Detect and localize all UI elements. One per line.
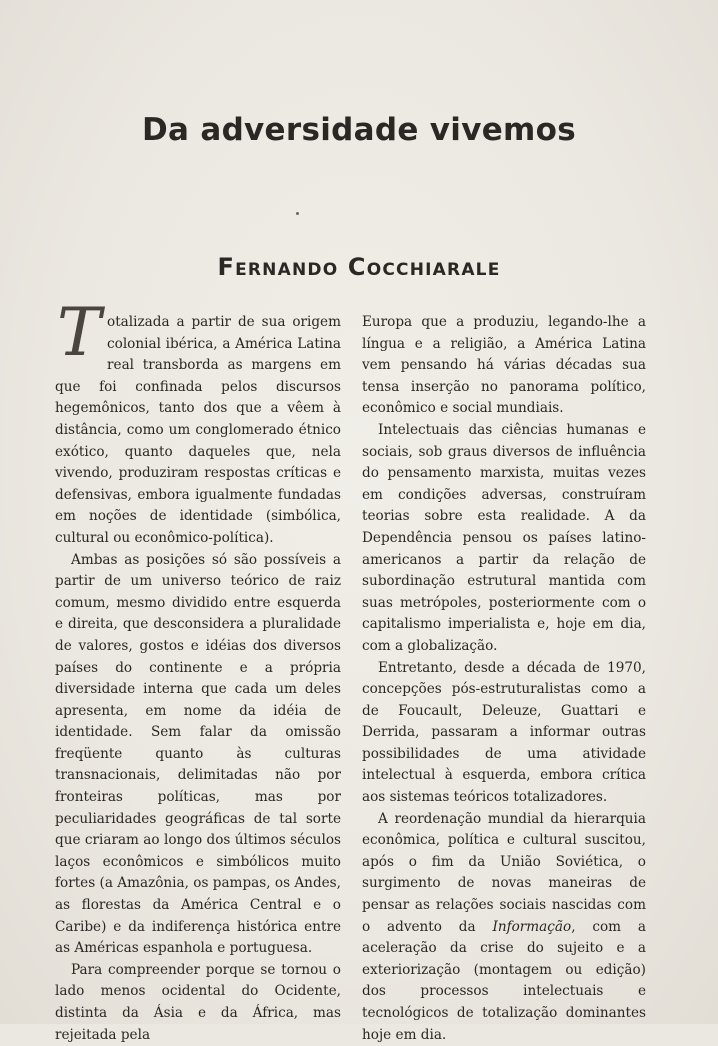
paragraph: Intelectuais das ciências humanas e sociais, sob graus diversos de influência do pensamento marxista, muitas vezes em condições adversas, construíram teorias sobre esta realidade. A da Dependência pensou os países latino-americanos a partir da relação de subordinação estrutural mantida com suas metrópoles, posteriormente com o capitalismo imperialista e, hoje em dia, com a globalização. (362, 421, 646, 654)
paragraph (55, 294, 341, 550)
left-column (55, 294, 341, 1046)
ornament-dot (296, 212, 299, 215)
paragraph (362, 809, 646, 1046)
paragraph: Europa que a produziu, legando-lhe a língua e a religião, a América Latina vem pensando há várias décadas sua tensa inserção no panorama político, econômico e social mundiais. (362, 314, 646, 417)
paragraph: Ambas as posições só são possíveis a partir de um universo teórico de raiz comum, mesmo dividido entre esquerda e direita, que desconsidera a pluralidade de valores, gostos e idéias dos diversos países do continente e a própria diversidade interna que cada um deles apresenta, em nome da idéia de identidade. Sem falar da omissão freqüente quanto às culturas transnacionais, delimitadas não por fronteiras políticas, mas por peculiaridades geográficas de tal sorte que criaram ao longo dos últimos séculos laços econômicos e simbólicos muito fortes (a Amazônia, os pampas, os Andes, as florestas da América Central e o Caribe) e da indiferença histórica entre as Américas espanhola e portuguesa. (55, 551, 341, 957)
drop-cap: T (57, 294, 102, 371)
paragraph-text: , com a aceleração da crise do sujeito e a exteriorização (montagem ou edição) dos processos intelectuais e tecnológicos de totalização dominantes hoje em dia. (362, 918, 646, 1043)
article-title: Da adversidade vivemos (142, 112, 576, 148)
paragraph-text: otalizada a partir de sua origem colonial ibérica, a América Latina real transborda as margens em que foi confinada pelos discursos hegemônicos, tanto dos que a vêem à distância, como um conglomerado étnico exótico, quanto daqueles que, nela vivendo, produziram respostas críticas e defensivas, embora igualmente fundadas em noções de identidade (simbólica, cultural ou econômico-política). (55, 314, 341, 546)
right-column (362, 312, 646, 1046)
emphasized-term: Informação (492, 918, 572, 935)
article-author: Fernando Cocchiarale (217, 253, 501, 281)
paragraph: Entretanto, desde a década de 1970, concepções pós-estruturalistas como a de Foucault, Deleuze, Guattari e Derrida, passaram a informar outras possibilidades de uma atividade intelectual à esquerda, embora crítica aos sistemas teóricos totalizadores. (362, 659, 646, 806)
paragraph-text: A reordenação mundial da hierarquia econômica, política e cultural suscitou, após o fim da União Soviética, o surgimento de novas maneiras de pensar as relações sociais nascidas com o advento da (362, 810, 646, 935)
paragraph: Para compreender porque se tornou o lado menos ocidental do Ocidente, distinta da Ásia e da África, mas rejeitada pela (55, 961, 341, 1043)
